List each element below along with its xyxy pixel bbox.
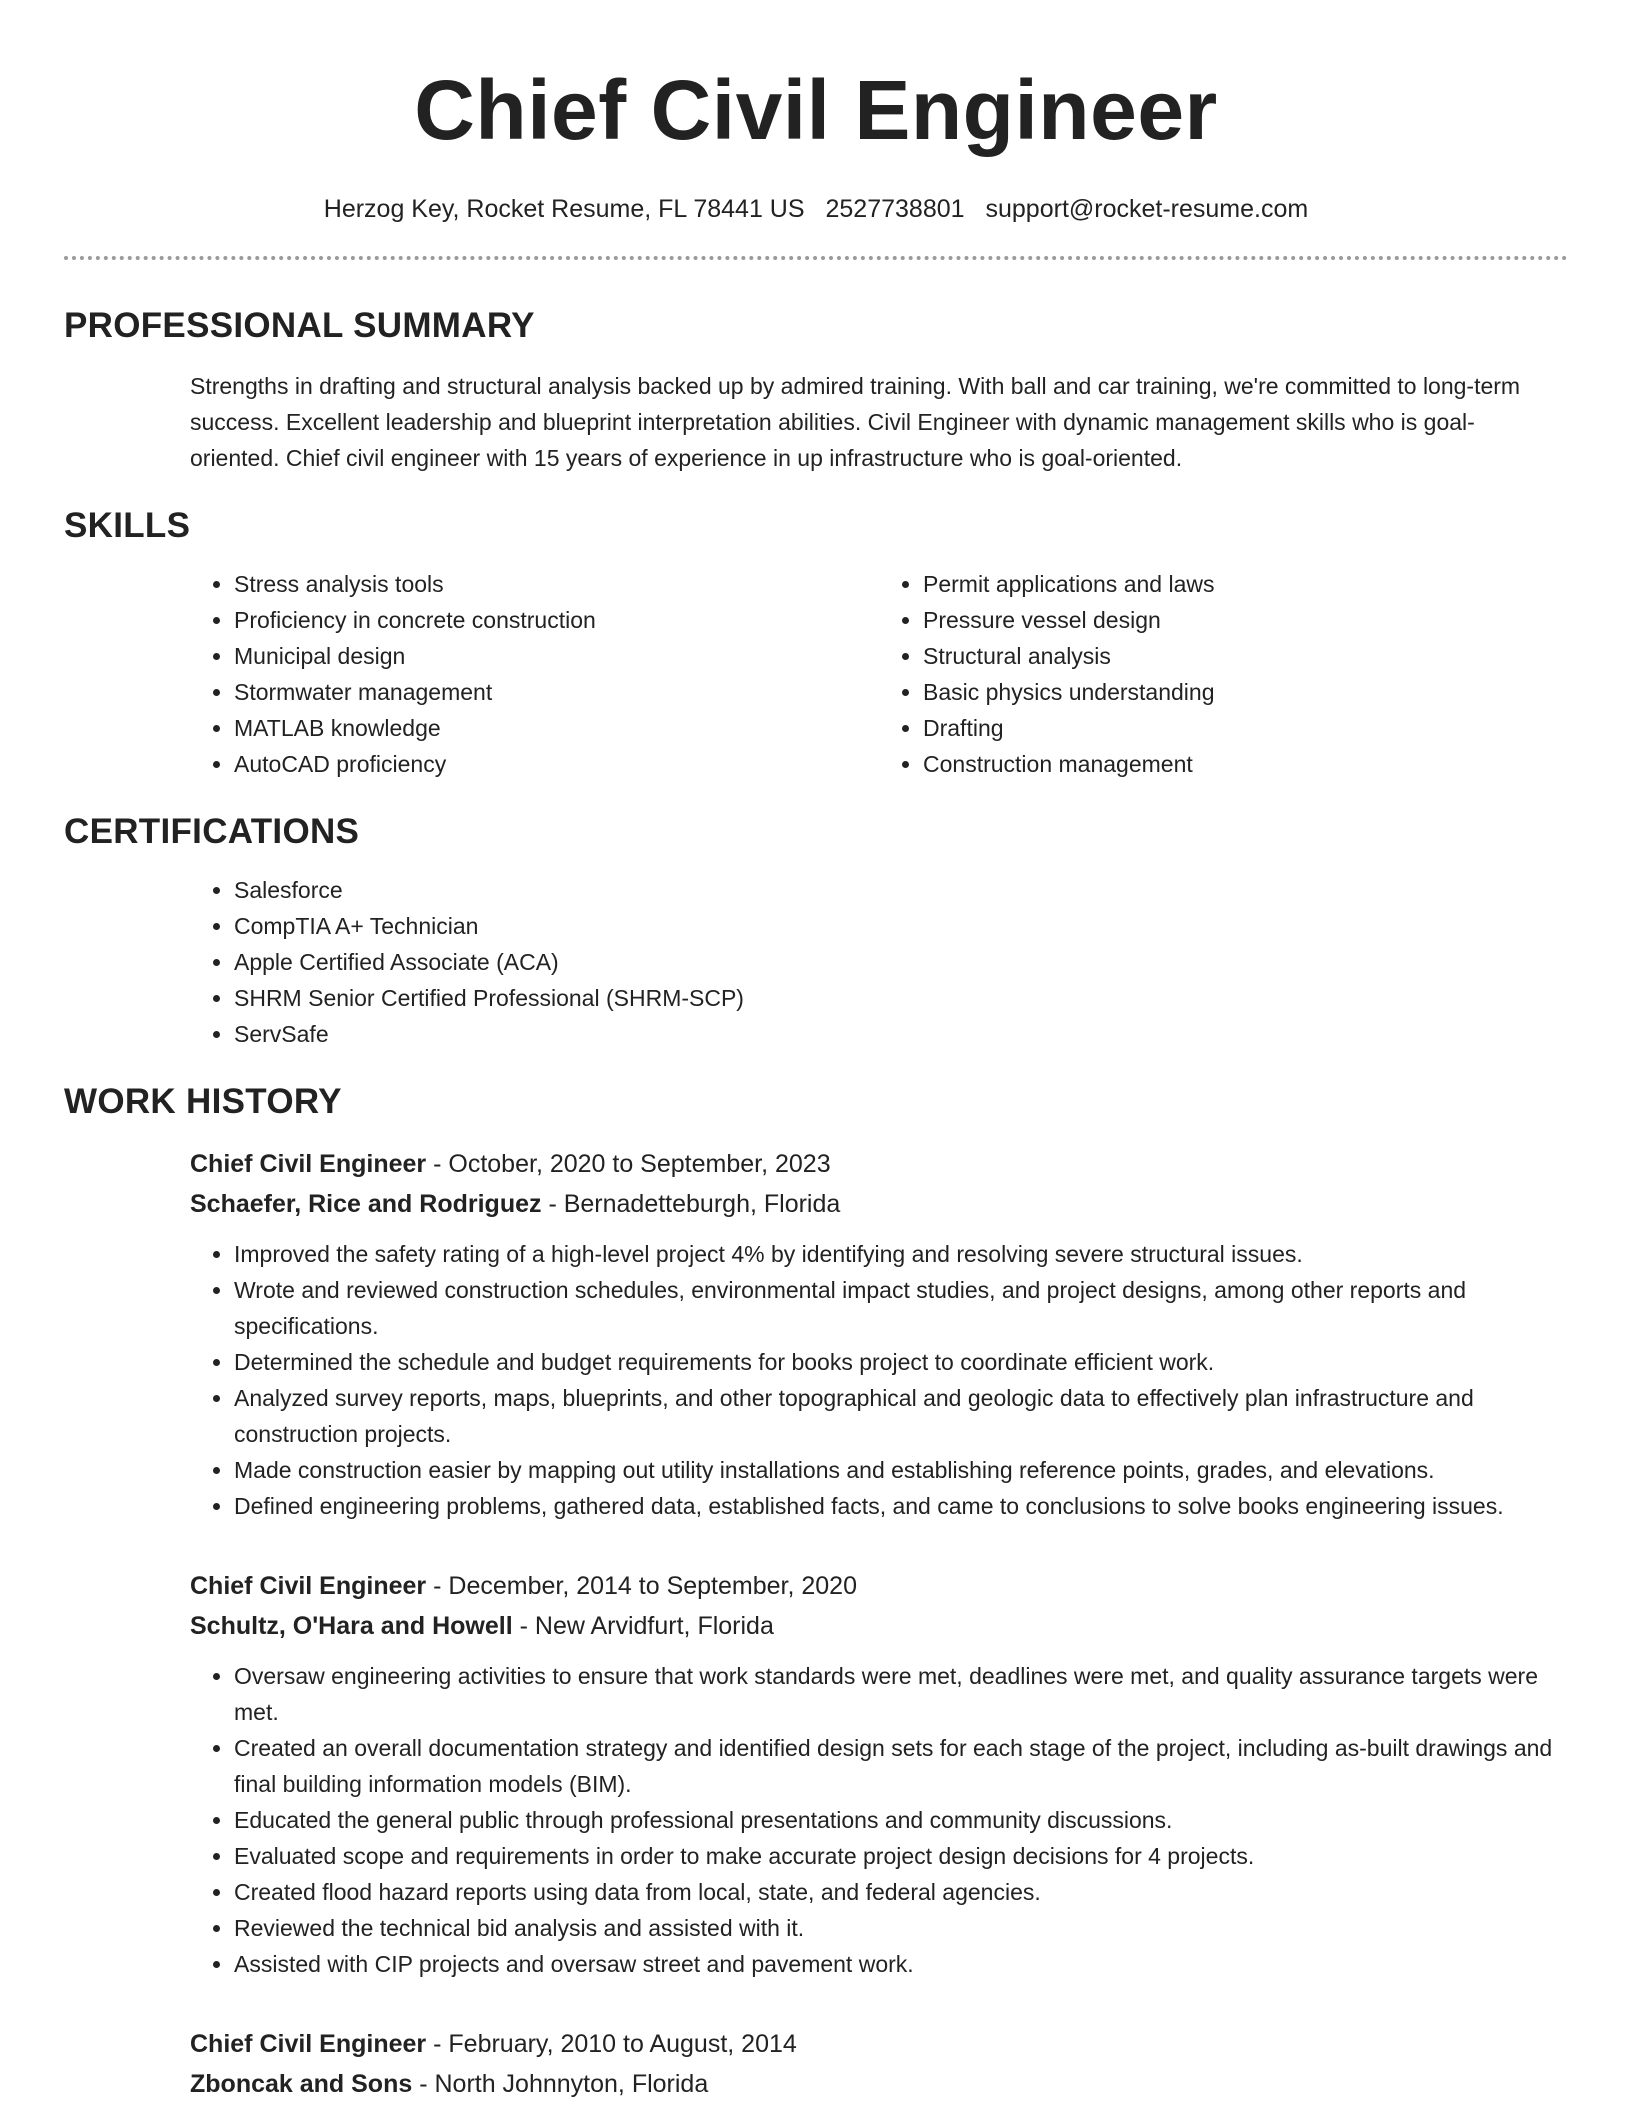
list-item: • Municipal design [234, 638, 879, 674]
list-item: • Wrote and reviewed construction schedules, environmental impact studies, and project designs, among other reports and specifications. [234, 1272, 1568, 1344]
skills-grid [190, 566, 1568, 782]
list-item: • Basic physics understanding [923, 674, 1568, 710]
job-company: Zboncak and Sons [190, 2070, 413, 2098]
list-item: • Created an overall documentation strategy and identified design sets for each stage of the project, including as-built drawings and final building information models (BIM). [234, 1730, 1568, 1802]
resume-name: Chief Civil Engineer [414, 63, 1218, 157]
job-dates: - February, 2010 to August, 2014 [426, 2030, 797, 2058]
job-location: - North Johnnyton, Florida [412, 2070, 709, 2098]
list-item: • Proficiency in concrete construction [234, 602, 879, 638]
job-bullets [190, 1236, 1568, 1524]
job-company-line [190, 2064, 1568, 2104]
list-item: • Determined the schedule and budget requirements for books project to coordinate efficient work. [234, 1344, 1568, 1380]
list-item: • Construction management [923, 746, 1568, 782]
list-item: • ServSafe [234, 1016, 1568, 1052]
skills-list-right [879, 566, 1568, 782]
list-item: • MATLAB knowledge [234, 710, 879, 746]
job-dates: - December, 2014 to September, 2020 [426, 1572, 857, 1600]
list-item: • SHRM Senior Certified Professional (SHRM-SCP) [234, 980, 1568, 1016]
job-title-line [190, 1566, 1568, 1606]
job-title-line [190, 1144, 1568, 1184]
job-title-line [190, 2024, 1568, 2064]
list-item: • Improved the safety rating of a high-level project 4% by identifying and resolving severe structural issues. [234, 1236, 1568, 1272]
list-item: • Defined engineering problems, gathered data, established facts, and came to conclusions to solve books engineering issues. [234, 1488, 1568, 1524]
work-history-section [64, 1082, 1568, 2104]
list-item: • Made construction easier by mapping out utility installations and establishing reference points, grades, and elevations. [234, 1452, 1568, 1488]
job-company-line [190, 1184, 1568, 1224]
contact-line [64, 194, 1568, 224]
list-item: • Assisted with CIP projects and oversaw street and pavement work. [234, 1946, 1568, 1982]
job-location: - New Arvidfurt, Florida [512, 1612, 774, 1640]
resume-page [64, 0, 1568, 2104]
certifications-list-wrap [190, 872, 1568, 1052]
list-item: • Permit applications and laws [923, 566, 1568, 602]
list-item: • Oversaw engineering activities to ensure that work standards were met, deadlines were met, and quality assurance targets were met. [234, 1658, 1568, 1730]
list-item: • Reviewed the technical bid analysis and assisted with it. [234, 1910, 1568, 1946]
list-item: • Analyzed survey reports, maps, blueprints, and other topographical and geologic data to effectively plan infrastructure and construction projects. [234, 1380, 1568, 1452]
job-company: Schultz, O'Hara and Howell [190, 1612, 513, 1640]
skills-heading: SKILLS [64, 506, 191, 545]
work-history-heading: WORK HISTORY [64, 1082, 342, 1121]
certifications-heading: CERTIFICATIONS [64, 812, 360, 851]
job-entry [190, 2024, 1568, 2104]
job-entry [190, 1144, 1568, 1524]
job-location: - Bernadetteburgh, Florida [541, 1190, 841, 1218]
list-item: • CompTIA A+ Technician [234, 908, 1568, 944]
summary-heading: PROFESSIONAL SUMMARY [64, 306, 535, 345]
summary-text: Strengths in drafting and structural analysis backed up by admired training. With ball and car training, we're committed to long-term success. Excellent leadership and blueprint interpretation abilities. Civil Engineer with dynamic management skills who is goal-oriented. Chief civil engineer with 15 years of experience in up infrastructure who is goal-oriented. [190, 373, 1521, 471]
header-divider [64, 256, 1568, 260]
skills-section [64, 506, 1568, 782]
list-item: • Stress analysis tools [234, 566, 879, 602]
list-item: • Created flood hazard reports using data from local, state, and federal agencies. [234, 1874, 1568, 1910]
skills-list-left [190, 566, 879, 782]
job-title: Chief Civil Engineer [190, 2030, 427, 2058]
certifications-list [190, 872, 1568, 1052]
job-company: Schaefer, Rice and Rodriguez [190, 1190, 542, 1218]
job-title: Chief Civil Engineer [190, 1572, 427, 1600]
list-item: • Structural analysis [923, 638, 1568, 674]
contact-email: support@rocket-resume.com [985, 195, 1309, 223]
job-company-line [190, 1606, 1568, 1646]
job-title: Chief Civil Engineer [190, 1150, 427, 1178]
list-item: • Stormwater management [234, 674, 879, 710]
list-item: • Educated the general public through professional presentations and community discussions. [234, 1802, 1568, 1838]
contact-phone: 2527738801 [825, 195, 965, 223]
list-item: • Apple Certified Associate (ACA) [234, 944, 1568, 980]
contact-address: Herzog Key, Rocket Resume, FL 78441 US [323, 195, 805, 223]
list-item: • Salesforce [234, 872, 1568, 908]
summary-section [64, 306, 1568, 476]
list-item: • AutoCAD proficiency [234, 746, 879, 782]
list-item: • Pressure vessel design [923, 602, 1568, 638]
job-entry [190, 1566, 1568, 1982]
certifications-section [64, 812, 1568, 1052]
job-bullets [190, 1658, 1568, 1982]
list-item: • Drafting [923, 710, 1568, 746]
list-item: • Evaluated scope and requirements in order to make accurate project design decisions for 4 projects. [234, 1838, 1568, 1874]
job-dates: - October, 2020 to September, 2023 [426, 1150, 831, 1178]
